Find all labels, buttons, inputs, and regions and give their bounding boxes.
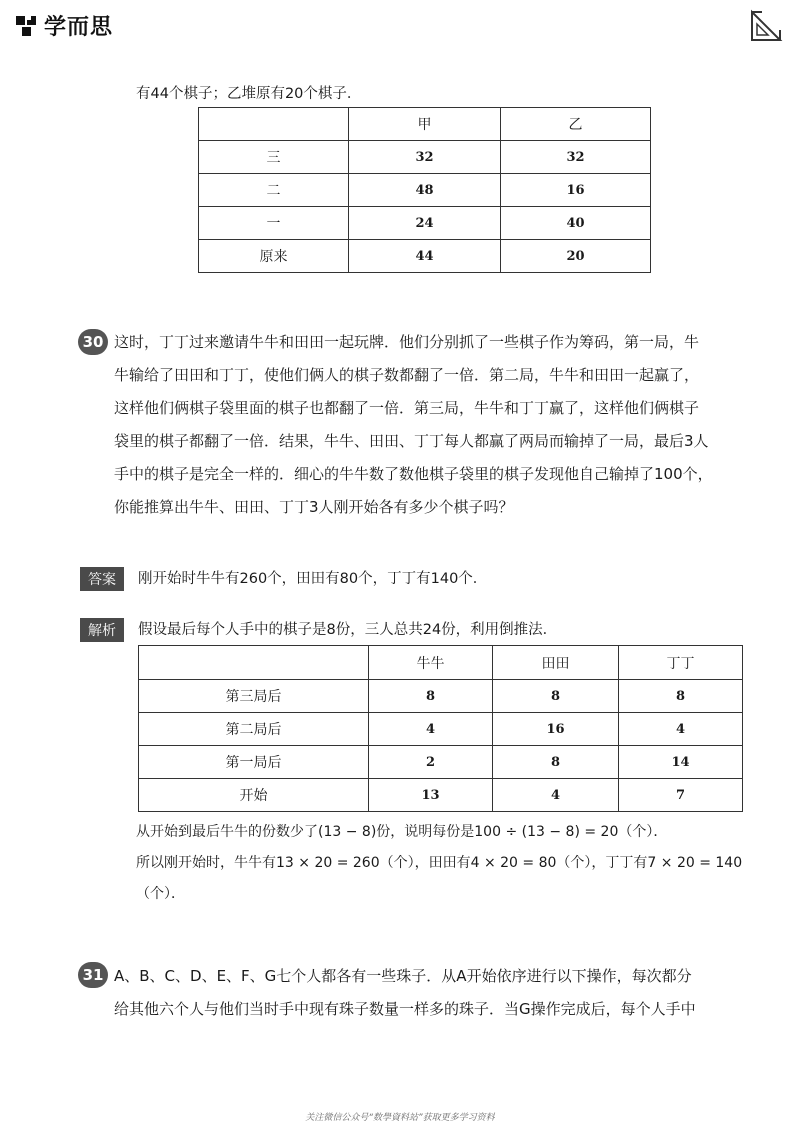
answer-text: 刚开始时牛牛有260个，田田有80个，丁丁有140个． [138, 571, 488, 587]
intro-line: 有44个棋子；乙堆原有20个棋子． [136, 86, 362, 102]
table-cell: 24 [349, 207, 501, 240]
table-cell: 16 [493, 713, 619, 746]
analysis-line-2: 所以刚开始时，牛牛有13 × 20 = 260（个），田田有4 × 20 = 80（个），丁丁有7 × 20 = 140 [136, 855, 743, 871]
table-cell: 44 [349, 240, 501, 273]
analysis-text: 假设最后每个人手中的棋子是8份，三人总共24份，利用倒推法． [138, 622, 558, 638]
brand-logo-icon [14, 13, 40, 39]
table-header-cell: 甲 [349, 108, 501, 141]
table-header-cell: 田田 [493, 646, 619, 680]
table-header-row [139, 646, 743, 680]
answer-tag: 答案 [80, 567, 124, 591]
question-line: 这时，丁丁过来邀请牛牛和田田一起玩牌．他们分别抓了一些棋子作为筹码，第一局，牛 [114, 333, 700, 351]
table-cell: 8 [369, 680, 493, 713]
table-header-cell [199, 108, 349, 141]
table-row [199, 207, 651, 240]
analysis-line-1: 从开始到最后牛牛的份数少了(13 − 8)份，说明每份是100 ÷ (13 − 8) = 20（个）． [136, 824, 668, 840]
table-row [199, 141, 651, 174]
question-line: 牛输给了田田和丁丁，使他们俩人的棋子数都翻了一倍．第二局，牛牛和田田一起赢了， [114, 366, 700, 384]
table-cell: 三 [199, 141, 349, 174]
table-header-row [199, 108, 651, 141]
table-cell: 32 [349, 141, 501, 174]
table-row [139, 713, 743, 746]
table-cell: 第三局后 [139, 680, 369, 713]
table-cell: 32 [501, 141, 651, 174]
analysis-line-3: （个）． [136, 886, 185, 902]
table-cell: 开始 [139, 779, 369, 812]
table-cell: 14 [619, 746, 743, 779]
table-cell: 8 [619, 680, 743, 713]
table-cell: 4 [493, 779, 619, 812]
brand-logo-text: 学而思 [44, 15, 114, 40]
table-cell: 原来 [199, 240, 349, 273]
question-30-text [114, 326, 713, 524]
question-line: 这样他们俩棋子袋里面的棋子也都翻了一倍．第三局，牛牛和丁丁赢了，这样他们俩棋子 [114, 399, 700, 417]
table-row [139, 746, 743, 779]
table-cell: 13 [369, 779, 493, 812]
table-cell: 20 [501, 240, 651, 273]
question-line: 给其他六个人与他们当时手中现有珠子数量一样多的珠子．当G操作完成后，每个人手中 [114, 1000, 696, 1018]
question-31-text [114, 960, 696, 1026]
table-cell: 4 [369, 713, 493, 746]
table-header-cell: 牛牛 [369, 646, 493, 680]
question-number-badge: 30 [78, 329, 108, 355]
table-cell: 2 [369, 746, 493, 779]
table-cell: 48 [349, 174, 501, 207]
table-cell: 16 [501, 174, 651, 207]
table-row [139, 680, 743, 713]
table-cell: 8 [493, 746, 619, 779]
table-header-cell [139, 646, 369, 680]
table-cell: 第一局后 [139, 746, 369, 779]
question-line: 袋里的棋子都翻了一倍．结果，牛牛、田田、丁丁每人都赢了两局而输掉了一局，最后3人 [114, 432, 709, 450]
table-cell: 第二局后 [139, 713, 369, 746]
table-cell: 一 [199, 207, 349, 240]
table-row [199, 174, 651, 207]
brand-logo [14, 10, 113, 41]
pieces-table [198, 107, 651, 273]
ruler-triangle-icon [748, 8, 784, 44]
table-header-cell: 乙 [501, 108, 651, 141]
table-header-cell: 丁丁 [619, 646, 743, 680]
table-cell: 7 [619, 779, 743, 812]
analysis-tag: 解析 [80, 618, 124, 642]
question-line: 手中的棋子是完全一样的．细心的牛牛数了数他棋子袋里的棋子发现他自己输掉了100个， [114, 465, 713, 483]
table-cell: 40 [501, 207, 651, 240]
analysis-table [138, 645, 743, 812]
table-cell: 4 [619, 713, 743, 746]
question-line: 你能推算出牛牛、田田、丁丁3人刚开始各有多少个棋子吗？ [114, 498, 514, 516]
table-row [139, 779, 743, 812]
table-row [199, 240, 651, 273]
question-line: A、B、C、D、E、F、G七个人都各有一些珠子．从A开始依序进行以下操作，每次都分 [114, 967, 692, 985]
table-cell: 二 [199, 174, 349, 207]
table-cell: 8 [493, 680, 619, 713]
footer-note: 关注微信公众号“数學資料站”获取更多学习资料 [305, 1113, 495, 1123]
question-number-badge: 31 [78, 962, 108, 988]
